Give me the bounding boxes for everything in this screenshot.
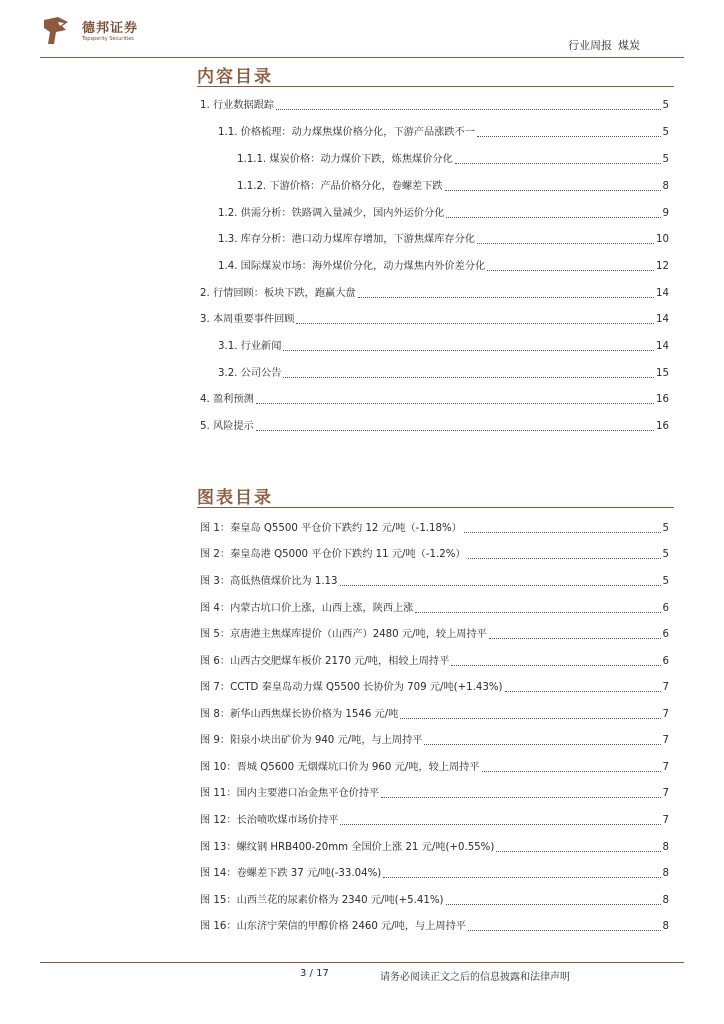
toc-entry-text: 2. 行情回顾：板块下跌，跑赢大盘 (200, 288, 356, 299)
figure-entry[interactable] (200, 920, 669, 934)
toc-leader (446, 904, 661, 905)
toc-leader (468, 558, 661, 559)
toc-entry-page: 16 (656, 394, 669, 405)
toc-entry[interactable] (200, 99, 669, 113)
figure-entry-text: 图 10：晋城 Q5600 无烟煤坑口价为 960 元/吨，较上周持平 (200, 762, 480, 773)
toc-entry-text: 3.2. 公司公告 (218, 368, 282, 379)
company-logo (40, 14, 160, 48)
figure-entry-page: 7 (662, 762, 669, 773)
toc-entry[interactable] (237, 180, 669, 194)
toc-leader (400, 718, 660, 719)
figure-entry-page: 6 (662, 603, 669, 614)
toc-leader (451, 665, 660, 666)
legal-disclaimer: 请务必阅读正文之后的信息披露和法律声明 (380, 972, 570, 983)
figure-entry[interactable] (200, 814, 669, 828)
logo-name-en: Topsperity Securities (82, 36, 134, 42)
toc-leader (477, 136, 661, 137)
industry-name: 煤炭 (618, 39, 640, 52)
toc-entry-page: 15 (656, 368, 669, 379)
figure-entry[interactable] (200, 575, 669, 589)
toc-entry-text: 1.1.2. 下游价格：产品价格分化，卷螺差下跌 (237, 181, 443, 192)
toc-leader (276, 109, 660, 110)
toc-entry-text: 1.4. 国际煤炭市场：海外煤价分化，动力煤焦内外价差分化 (218, 261, 486, 272)
toc-entry-text: 1.3. 库存分析：港口动力煤库存增加，下游焦煤库存分化 (218, 234, 475, 245)
figure-entry[interactable] (200, 655, 669, 669)
figure-entry-page: 7 (662, 788, 669, 799)
figure-entry-page: 6 (662, 629, 669, 640)
toc-entry-text: 1.2. 供需分析：铁路调入量减少，国内外运价分化 (218, 208, 445, 219)
toc-entry-page: 14 (656, 314, 669, 325)
figure-entry-text: 图 12：长治喷吹煤市场价持平 (200, 815, 339, 826)
toc-entry[interactable] (218, 233, 669, 247)
toc-entry-text: 3.1. 行业新闻 (218, 341, 282, 352)
toc-title: 内容目录 (197, 67, 273, 87)
figure-entry[interactable] (200, 522, 669, 536)
toc-entry[interactable] (200, 393, 669, 407)
toc-entry[interactable] (200, 287, 669, 301)
toc-leader (468, 930, 661, 931)
figure-entry-text: 图 5：京唐港主焦煤库提价（山西产）2480 元/吨，较上周持平 (200, 629, 487, 640)
figure-entry-text: 图 13：螺纹钢 HRB400-20mm 全国价上涨 21 元/吨(+0.55%) (200, 842, 495, 853)
toc-leader (296, 323, 654, 324)
toc-leader (424, 744, 660, 745)
figure-entry-text: 图 4：内蒙古坑口价上涨，山西上涨，陕西上涨 (200, 603, 414, 614)
toc-leader (505, 691, 661, 692)
toc-entry[interactable] (218, 207, 669, 221)
report-type: 行业周报 (568, 39, 612, 52)
toc-entry-text: 3. 本周重要事件回顾 (200, 314, 295, 325)
figure-entry-page: 7 (662, 815, 669, 826)
figures-title-rule (197, 507, 674, 508)
toc-leader (489, 638, 661, 639)
toc-entry-page: 12 (656, 261, 669, 272)
figure-entry[interactable] (200, 761, 669, 775)
figure-entry-page: 7 (662, 682, 669, 693)
figure-entry[interactable] (200, 841, 669, 855)
toc-leader (340, 585, 661, 586)
figure-entry-text: 图 2：秦皇岛港 Q5000 平仓价下跌约 11 元/吨（-1.2%） (200, 549, 466, 560)
figure-entry-text: 图 16：山东济宁荣信的甲醇价格 2460 元/吨，与上周持平 (200, 921, 466, 932)
toc-entry[interactable] (218, 126, 669, 140)
figure-entry-text: 图 1：秦皇岛 Q5500 平仓价下跌约 12 元/吨（-1.18%） (200, 523, 462, 534)
toc-entry[interactable] (218, 367, 669, 381)
figure-entry-text: 图 3：高低热值煤价比为 1.13 (200, 576, 338, 587)
toc-leader (415, 612, 660, 613)
toc-leader (358, 297, 654, 298)
toc-entry[interactable] (218, 260, 669, 274)
figure-entry-page: 7 (662, 709, 669, 720)
footer-divider (40, 962, 684, 963)
page-number: 3 / 17 (300, 968, 329, 979)
toc-leader (381, 797, 660, 798)
toc-leader (283, 350, 654, 351)
figure-entry[interactable] (200, 602, 669, 616)
figure-entry-page: 8 (662, 921, 669, 932)
figure-entry[interactable] (200, 548, 669, 562)
toc-leader (477, 243, 654, 244)
figure-entry-page: 8 (662, 842, 669, 853)
toc-leader (340, 824, 660, 825)
toc-leader (496, 851, 660, 852)
toc-entry-text: 1. 行业数据跟踪 (200, 100, 275, 111)
toc-entry[interactable] (218, 340, 669, 354)
toc-entry-page: 16 (656, 421, 669, 432)
toc-leader (482, 771, 661, 772)
toc-entry-page: 14 (656, 341, 669, 352)
toc-leader (464, 532, 661, 533)
toc-leader (256, 403, 654, 404)
toc-entry-text: 5. 风险提示 (200, 421, 254, 432)
toc-entry-text: 1.1. 价格梳理：动力煤焦煤价格分化，下游产品涨跌不一 (218, 127, 475, 138)
toc-entry-text: 4. 盈利预测 (200, 394, 254, 405)
figure-entry[interactable] (200, 894, 669, 908)
toc-leader (455, 163, 661, 164)
figure-entry-page: 5 (662, 549, 669, 560)
toc-entry[interactable] (200, 420, 669, 434)
toc-leader (445, 190, 661, 191)
figure-entry[interactable] (200, 787, 669, 801)
toc-entry[interactable] (200, 313, 669, 327)
figure-entry-page: 8 (662, 895, 669, 906)
figure-entry-page: 7 (662, 735, 669, 746)
toc-leader (283, 377, 654, 378)
toc-entry-page: 8 (662, 181, 669, 192)
toc-entry-page: 9 (662, 208, 669, 219)
report-category (568, 37, 640, 53)
toc-entry-page: 5 (662, 127, 669, 138)
figure-entry-page: 8 (662, 868, 669, 879)
toc-entry-text: 1.1.1. 煤炭价格：动力煤价下跌，炼焦煤价分化 (237, 154, 453, 165)
toc-entry-page: 5 (662, 100, 669, 111)
figure-entry-text: 图 6：山西古交肥煤车板价 2170 元/吨，相较上周持平 (200, 656, 450, 667)
figure-entry-text: 图 9：阳泉小块出矿价为 940 元/吨，与上周持平 (200, 735, 423, 746)
figure-entry-page: 5 (662, 576, 669, 587)
figure-entry-page: 5 (662, 523, 669, 534)
toc-entry-page: 10 (656, 234, 669, 245)
figure-entry-text: 图 14：卷螺差下跌 37 元/吨(-33.04%) (200, 868, 382, 879)
toc-leader (256, 430, 654, 431)
figure-entry-text: 图 8：新华山西焦煤长协价格为 1546 元/吨 (200, 709, 399, 720)
toc-entry-page: 14 (656, 288, 669, 299)
figure-entry-text: 图 11：国内主要港口冶金焦平仓价持平 (200, 788, 380, 799)
toc-leader (487, 270, 654, 271)
company-logo-icon (40, 14, 74, 48)
header-divider (40, 57, 684, 58)
figure-entry[interactable] (200, 867, 669, 881)
logo-name-cn: 德邦证券 (82, 21, 139, 36)
figure-entry[interactable] (200, 708, 669, 722)
figure-entry-text: 图 15：山西兰花的尿素价格为 2340 元/吨(+5.41%) (200, 895, 444, 906)
toc-entry[interactable] (237, 153, 669, 167)
toc-leader (446, 217, 660, 218)
toc-entry-page: 5 (662, 154, 669, 165)
figure-entry-page: 6 (662, 656, 669, 667)
figures-title: 图表目录 (197, 488, 273, 508)
figure-entry[interactable] (200, 681, 669, 695)
figure-entry-text: 图 7：CCTD 秦皇岛动力煤 Q5500 长协价为 709 元/吨(+1.43%) (200, 682, 503, 693)
figure-entry[interactable] (200, 734, 669, 748)
toc-leader (383, 877, 660, 878)
toc-title-rule (197, 86, 674, 87)
figure-entry[interactable] (200, 628, 669, 642)
